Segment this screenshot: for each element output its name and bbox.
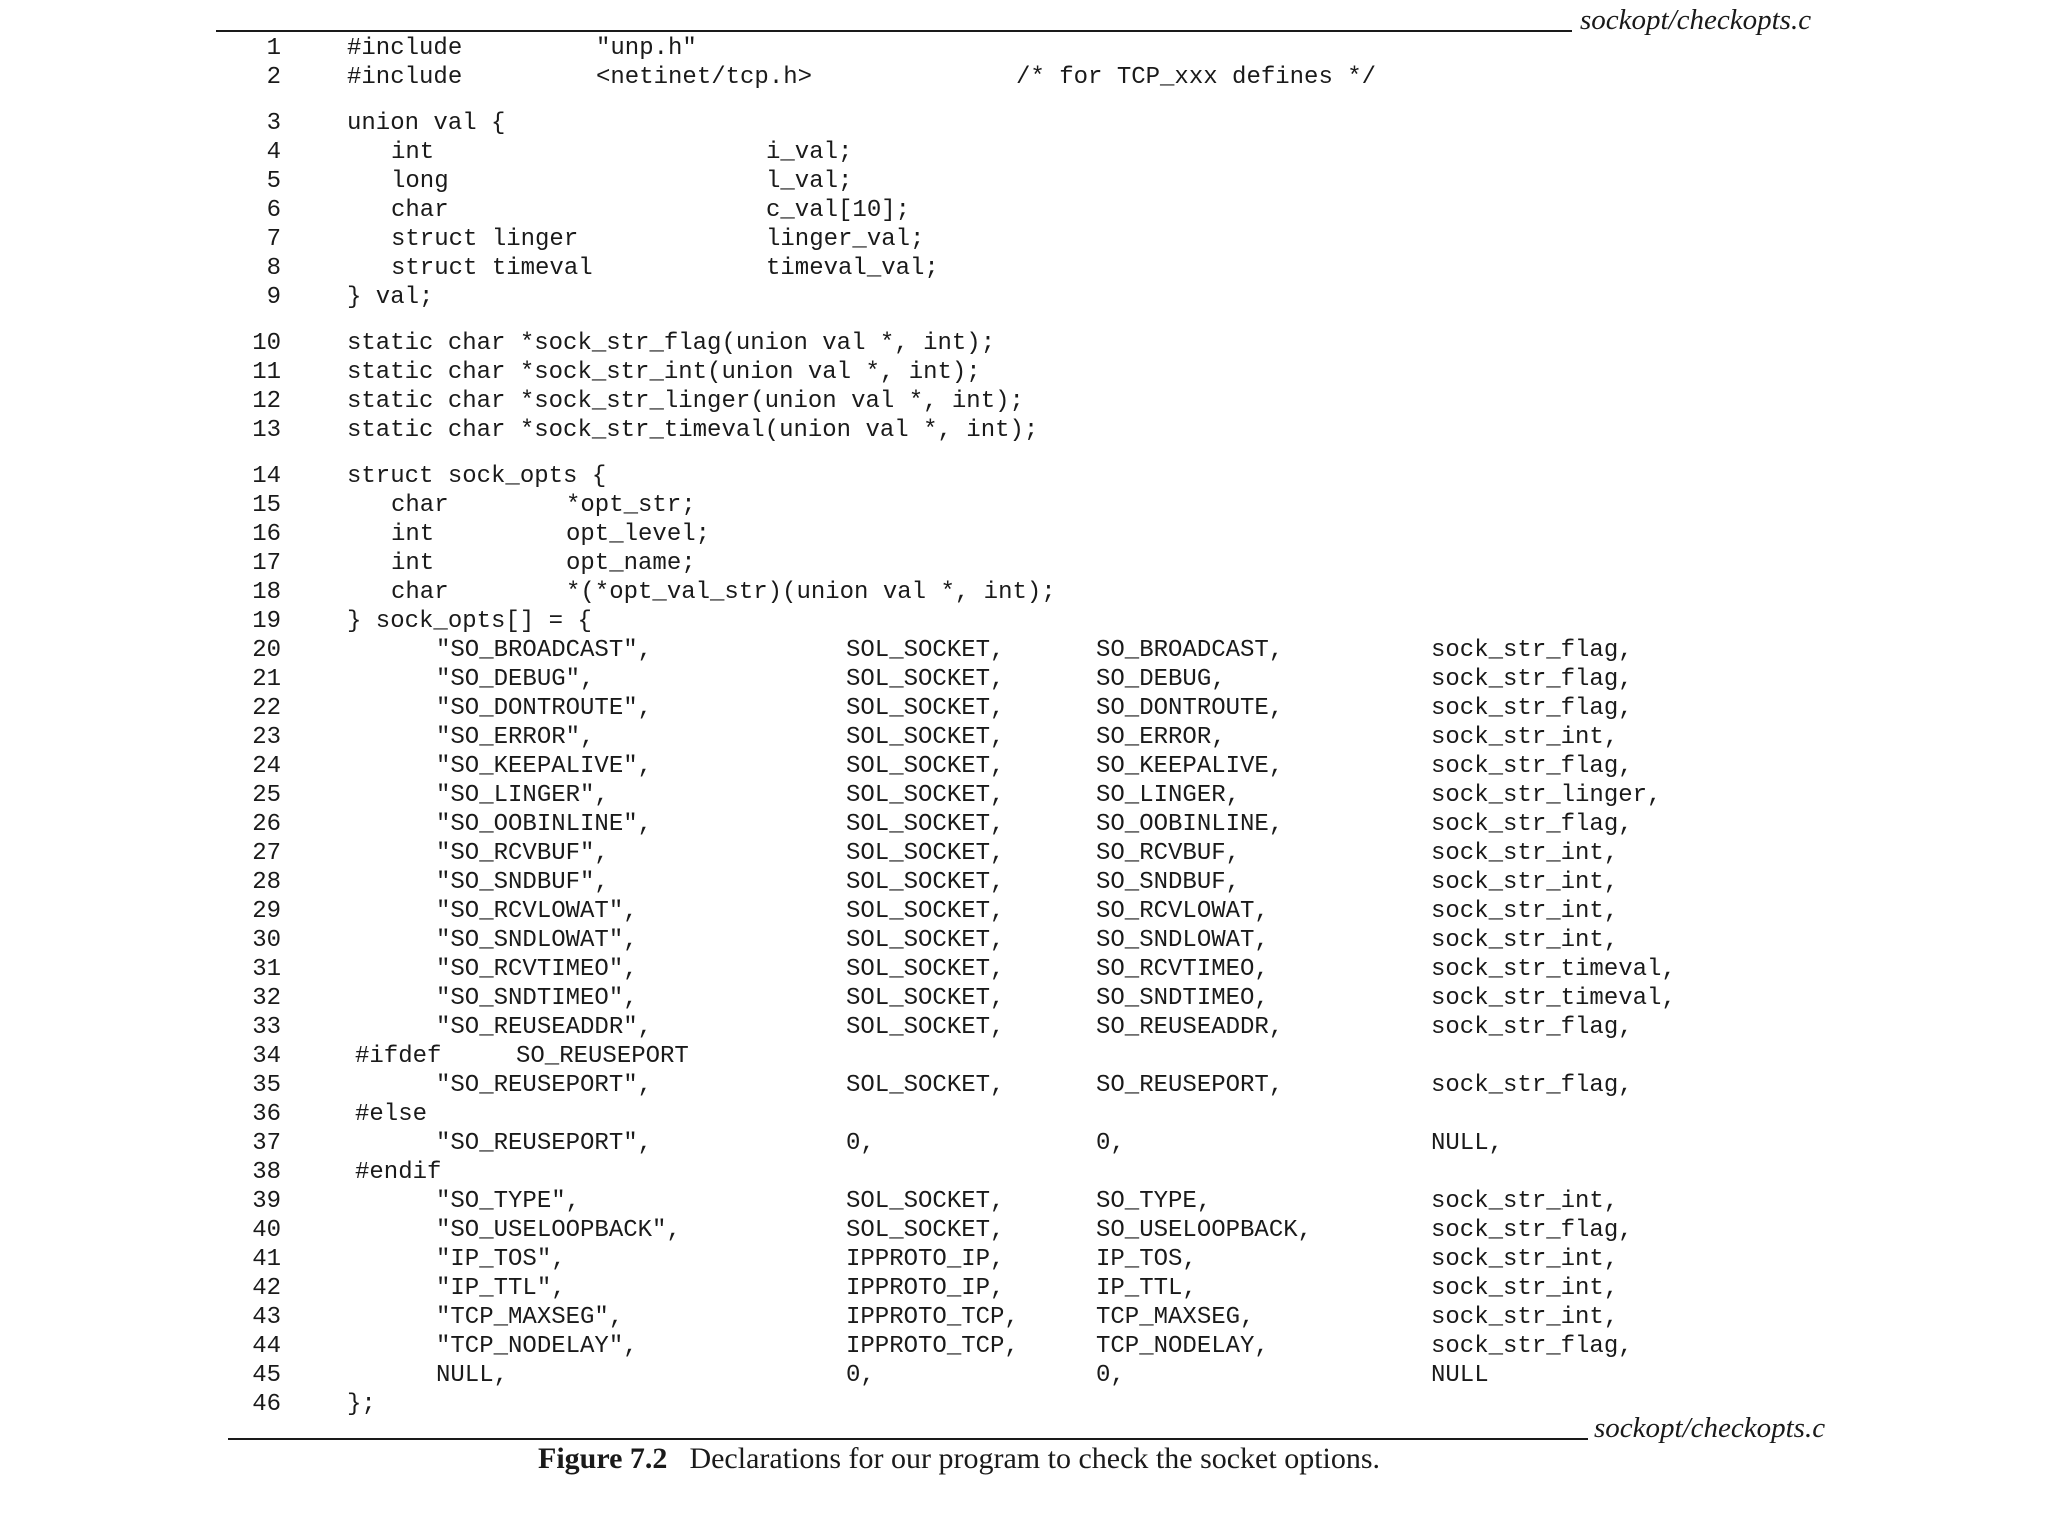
code-token: "SO_LINGER", [436, 782, 609, 809]
footer-filename: sockopt/checkopts.c [1594, 1412, 1826, 1444]
code-token: "SO_SNDLOWAT", [436, 927, 638, 954]
line-number: 4 [266, 139, 281, 166]
code-token: char [391, 492, 449, 519]
code-token: NULL, [1431, 1130, 1504, 1157]
code-token: timeval_val; [766, 255, 939, 282]
line-number: 34 [252, 1043, 281, 1070]
figure-label: Figure 7.2 [538, 1442, 668, 1475]
code-token: int [391, 521, 435, 548]
code-token: sock_str_int, [1431, 869, 1619, 896]
top-rule [216, 30, 1572, 32]
code-token: #include [347, 35, 463, 62]
code-token: 0, [846, 1362, 875, 1389]
code-token: SOL_SOCKET, [846, 956, 1005, 983]
code-token: 0, [1096, 1362, 1125, 1389]
code-token: } sock_opts[] = { [347, 608, 592, 635]
line-number: 42 [252, 1275, 281, 1302]
line-number: 43 [252, 1304, 281, 1331]
code-token: SO_SNDLOWAT, [1096, 927, 1269, 954]
code-token: SO_SNDBUF, [1096, 869, 1241, 896]
code-token: } val; [347, 284, 434, 311]
line-number: 36 [252, 1101, 281, 1128]
code-token: SOL_SOCKET, [846, 1217, 1005, 1244]
code-token: IP_TTL, [1096, 1275, 1197, 1302]
figure-caption [538, 1442, 1380, 1476]
line-number: 26 [252, 811, 281, 838]
code-token: long [391, 168, 449, 195]
line-number: 10 [252, 330, 281, 357]
line-number: 40 [252, 1217, 281, 1244]
code-token: IP_TOS, [1096, 1246, 1197, 1273]
line-number: 17 [252, 550, 281, 577]
code-token: SOL_SOCKET, [846, 782, 1005, 809]
code-token: SO_SNDTIMEO, [1096, 985, 1269, 1012]
code-token: sock_str_timeval, [1431, 956, 1676, 983]
code-token: linger_val; [766, 226, 925, 253]
code-token: sock_str_flag, [1431, 753, 1633, 780]
code-token: /* for TCP_xxx defines */ [1016, 64, 1377, 91]
line-number: 45 [252, 1362, 281, 1389]
line-number: 32 [252, 985, 281, 1012]
code-token: "IP_TOS", [436, 1246, 566, 1273]
code-token: SOL_SOCKET, [846, 1188, 1005, 1215]
line-number: 18 [252, 579, 281, 606]
code-token: "SO_SNDBUF", [436, 869, 609, 896]
code-token: char [391, 579, 449, 606]
code-token: "SO_TYPE", [436, 1188, 581, 1215]
code-token: SOL_SOCKET, [846, 1014, 1005, 1041]
code-token: sock_str_flag, [1431, 811, 1633, 838]
line-number: 41 [252, 1246, 281, 1273]
code-token: SOL_SOCKET, [846, 1072, 1005, 1099]
code-token: sock_str_timeval, [1431, 985, 1676, 1012]
code-token: SO_BROADCAST, [1096, 637, 1284, 664]
code-token: IPPROTO_TCP, [846, 1333, 1019, 1360]
code-token: struct linger [391, 226, 579, 253]
code-token: sock_str_flag, [1431, 1333, 1633, 1360]
line-number: 23 [252, 724, 281, 751]
code-token: l_val; [766, 168, 853, 195]
code-token: IPPROTO_IP, [846, 1246, 1005, 1273]
code-token: *(*opt_val_str)(union val *, int); [566, 579, 1056, 606]
code-token: 0, [1096, 1130, 1125, 1157]
code-token: "SO_REUSEADDR", [436, 1014, 653, 1041]
code-token: SOL_SOCKET, [846, 724, 1005, 751]
code-token: SO_REUSEADDR, [1096, 1014, 1284, 1041]
code-token: sock_str_linger, [1431, 782, 1662, 809]
code-token: char [391, 197, 449, 224]
line-number: 2 [266, 64, 281, 91]
code-token: sock_str_flag, [1431, 1217, 1633, 1244]
code-token: sock_str_int, [1431, 1304, 1619, 1331]
code-token: sock_str_int, [1431, 898, 1619, 925]
code-token: SO_REUSEPORT, [1096, 1072, 1284, 1099]
line-number: 7 [266, 226, 281, 253]
line-number: 20 [252, 637, 281, 664]
code-token: SO_TYPE, [1096, 1188, 1212, 1215]
code-token: #endif [355, 1159, 442, 1186]
line-number: 3 [266, 110, 281, 137]
code-token: int [391, 139, 435, 166]
line-number: 29 [252, 898, 281, 925]
code-token: "SO_REUSEPORT", [436, 1130, 653, 1157]
line-number: 9 [266, 284, 281, 311]
line-number: 28 [252, 869, 281, 896]
code-token: SO_DEBUG, [1096, 666, 1226, 693]
line-number: 19 [252, 608, 281, 635]
code-token: "SO_OOBINLINE", [436, 811, 653, 838]
code-token: i_val; [766, 139, 853, 166]
code-token: SOL_SOCKET, [846, 695, 1005, 722]
code-token: static char *sock_str_timeval(union val *, int); [347, 417, 1039, 444]
line-number: 16 [252, 521, 281, 548]
bottom-rule [228, 1438, 1588, 1440]
code-token: opt_level; [566, 521, 711, 548]
line-number: 13 [252, 417, 281, 444]
code-token: c_val[10]; [766, 197, 911, 224]
code-token: NULL [1431, 1362, 1489, 1389]
line-number: 5 [266, 168, 281, 195]
code-token: SO_LINGER, [1096, 782, 1241, 809]
code-token: sock_str_flag, [1431, 695, 1633, 722]
code-token: #else [355, 1101, 428, 1128]
code-token: "SO_ERROR", [436, 724, 595, 751]
code-token: "SO_BROADCAST", [436, 637, 653, 664]
line-number: 44 [252, 1333, 281, 1360]
code-token: static char *sock_str_int(union val *, int); [347, 359, 981, 386]
line-number: 33 [252, 1014, 281, 1041]
code-token: "unp.h" [596, 35, 697, 62]
line-number: 15 [252, 492, 281, 519]
code-token: "TCP_NODELAY", [436, 1333, 638, 1360]
code-token: sock_str_flag, [1431, 637, 1633, 664]
code-token: TCP_NODELAY, [1096, 1333, 1269, 1360]
code-token: 0, [846, 1130, 875, 1157]
code-token: *opt_str; [566, 492, 696, 519]
line-number: 35 [252, 1072, 281, 1099]
code-token: "SO_DEBUG", [436, 666, 595, 693]
code-token: TCP_MAXSEG, [1096, 1304, 1255, 1331]
code-token: }; [347, 1391, 376, 1418]
line-number: 24 [252, 753, 281, 780]
line-number: 25 [252, 782, 281, 809]
code-token: static char *sock_str_flag(union val *, int); [347, 330, 996, 357]
code-token: static char *sock_str_linger(union val *, int); [347, 388, 1024, 415]
code-token: SOL_SOCKET, [846, 637, 1005, 664]
code-token: sock_str_int, [1431, 1246, 1619, 1273]
line-number: 11 [252, 359, 281, 386]
line-number: 1 [266, 35, 281, 62]
code-token: int [391, 550, 435, 577]
line-number: 14 [252, 463, 281, 490]
code-token: SO_RCVLOWAT, [1096, 898, 1269, 925]
code-token: sock_str_int, [1431, 1275, 1619, 1302]
code-token: "IP_TTL", [436, 1275, 566, 1302]
code-token: "SO_RCVLOWAT", [436, 898, 638, 925]
code-token: SO_ERROR, [1096, 724, 1226, 751]
line-number: 6 [266, 197, 281, 224]
code-token: "SO_SNDTIMEO", [436, 985, 638, 1012]
code-token: sock_str_flag, [1431, 1072, 1633, 1099]
code-token: IPPROTO_TCP, [846, 1304, 1019, 1331]
code-token: "SO_USELOOPBACK", [436, 1217, 681, 1244]
code-token: struct timeval [391, 255, 593, 282]
line-number: 27 [252, 840, 281, 867]
code-token: #include [347, 64, 463, 91]
code-token: SOL_SOCKET, [846, 869, 1005, 896]
code-token: SO_USELOOPBACK, [1096, 1217, 1313, 1244]
code-token: union val { [347, 110, 506, 137]
code-token: NULL, [436, 1362, 509, 1389]
code-token: "SO_RCVBUF", [436, 840, 609, 867]
code-token: SO_RCVTIMEO, [1096, 956, 1269, 983]
line-number: 31 [252, 956, 281, 983]
code-token: SO_DONTROUTE, [1096, 695, 1284, 722]
code-token: opt_name; [566, 550, 696, 577]
code-token: sock_str_int, [1431, 927, 1619, 954]
header-filename: sockopt/checkopts.c [1580, 4, 1812, 36]
code-token: SOL_SOCKET, [846, 898, 1005, 925]
line-number: 22 [252, 695, 281, 722]
code-token: <netinet/tcp.h> [596, 64, 813, 91]
line-number: 38 [252, 1159, 281, 1186]
code-token: "TCP_MAXSEG", [436, 1304, 624, 1331]
code-token: SO_KEEPALIVE, [1096, 753, 1284, 780]
code-token: sock_str_int, [1431, 724, 1619, 751]
code-token: SO_RCVBUF, [1096, 840, 1241, 867]
code-token: IPPROTO_IP, [846, 1275, 1005, 1302]
figure-caption-text: Declarations for our program to check the socket options. [689, 1442, 1381, 1475]
code-token: SO_OOBINLINE, [1096, 811, 1284, 838]
code-token: "SO_REUSEPORT", [436, 1072, 653, 1099]
code-token: #ifdef [355, 1043, 442, 1070]
code-token: struct sock_opts { [347, 463, 607, 490]
code-token: SOL_SOCKET, [846, 666, 1005, 693]
code-token: "SO_RCVTIMEO", [436, 956, 638, 983]
line-number: 8 [266, 255, 281, 282]
code-token: sock_str_int, [1431, 1188, 1619, 1215]
code-token: SOL_SOCKET, [846, 985, 1005, 1012]
code-token: sock_str_flag, [1431, 666, 1633, 693]
line-number: 46 [252, 1391, 281, 1418]
code-token: SOL_SOCKET, [846, 811, 1005, 838]
code-token: SO_REUSEPORT [516, 1043, 689, 1070]
code-token: SOL_SOCKET, [846, 927, 1005, 954]
code-token: "SO_DONTROUTE", [436, 695, 653, 722]
code-token: "SO_KEEPALIVE", [436, 753, 653, 780]
code-token: sock_str_flag, [1431, 1014, 1633, 1041]
line-number: 37 [252, 1130, 281, 1157]
line-number: 30 [252, 927, 281, 954]
line-number: 12 [252, 388, 281, 415]
code-token: SOL_SOCKET, [846, 840, 1005, 867]
line-number: 21 [252, 666, 281, 693]
line-number: 39 [252, 1188, 281, 1215]
code-token: SOL_SOCKET, [846, 753, 1005, 780]
code-token: sock_str_int, [1431, 840, 1619, 867]
